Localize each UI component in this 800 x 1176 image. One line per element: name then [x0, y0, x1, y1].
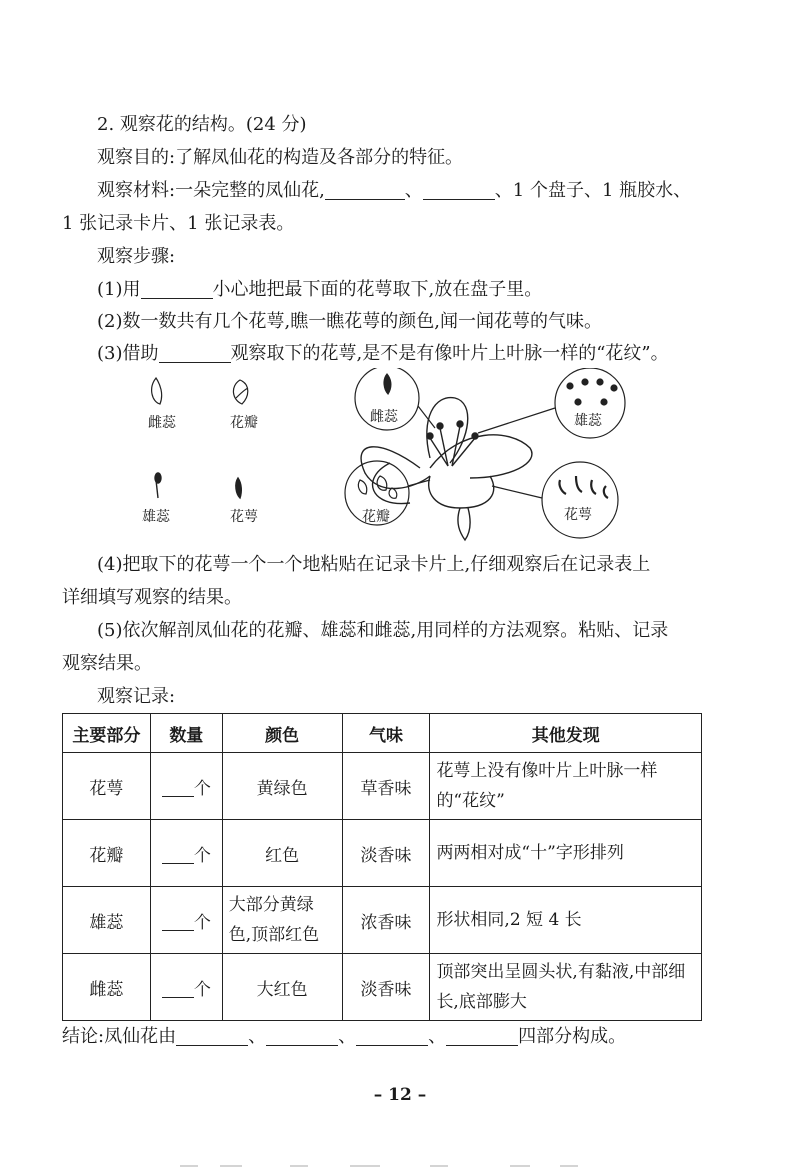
flower-diagram-svg: [130, 368, 730, 548]
header-color: 颜色: [222, 714, 342, 753]
step3-post: 观察取下的花萼,是不是有像叶片上叶脉一样的“花纹”。: [230, 343, 669, 364]
conclusion-blank-3[interactable]: [356, 1027, 428, 1046]
step1-pre: (1)用: [97, 279, 141, 300]
pistil-small-icon: [152, 378, 162, 404]
materials-rest: 、1 个盘子、1 瓶胶水、: [494, 180, 692, 201]
label-sepal-left: 花萼: [230, 509, 258, 525]
table-row: [63, 954, 702, 1021]
label-stamen-left: 雄蕊: [142, 509, 170, 525]
bleed-through-marks: [180, 1163, 620, 1169]
step3-pre: (3)借助: [97, 343, 159, 364]
cell-count: [150, 820, 222, 887]
materials-line-2: 1 张记录卡片、1 张记录表。: [62, 213, 295, 234]
cell-smell: 草香味: [342, 753, 430, 820]
sepal-small-icon: [236, 478, 241, 498]
count-unit: 个: [193, 979, 211, 1000]
header-smell: 气味: [342, 714, 430, 753]
conclusion-sep-1: 、: [248, 1026, 267, 1047]
cell-part: 花萼: [63, 753, 151, 820]
conclusion-blank-2[interactable]: [266, 1027, 338, 1046]
step1-post: 小心地把最下面的花萼取下,放在盘子里。: [212, 279, 543, 300]
cell-part: 雌蕊: [63, 954, 151, 1021]
header-count: 数量: [150, 714, 222, 753]
cell-other: 花萼上没有像叶片上叶脉一样的“花纹”: [430, 753, 702, 820]
count-blank[interactable]: [162, 914, 194, 931]
record-heading: 观察记录:: [97, 686, 176, 707]
cell-smell: 淡香味: [342, 954, 430, 1021]
step-4-line-1: (4)把取下的花萼一个一个地粘贴在记录卡片上,仔细观察后在记录表上: [97, 554, 651, 575]
cell-count: [150, 887, 222, 954]
count-unit: 个: [193, 845, 211, 866]
label-pistil-callout: 雌蕊: [370, 409, 398, 425]
question-title: 2. 观察花的结构。(24 分): [97, 114, 307, 135]
steps-heading: 观察步骤:: [97, 246, 176, 267]
cell-part: 雄蕊: [63, 887, 151, 954]
conclusion-blank-4[interactable]: [446, 1027, 518, 1046]
cell-smell: 浓香味: [342, 887, 430, 954]
step1-blank[interactable]: [141, 280, 213, 299]
label-sepal-callout: 花萼: [564, 507, 592, 523]
header-part: 主要部分: [63, 714, 151, 753]
step-3: [97, 342, 669, 366]
step-5-line-1: (5)依次解剖凤仙花的花瓣、雄蕊和雌蕊,用同样的方法观察。粘贴、记录: [97, 620, 669, 641]
cell-color: 大部分黄绿色,顶部红色: [222, 887, 342, 954]
conclusion: [62, 1025, 626, 1049]
page-number: – 12 –: [373, 1085, 427, 1105]
label-stamen-callout: 雄蕊: [574, 413, 602, 429]
observation-materials: [97, 179, 691, 203]
table-row: [63, 887, 702, 954]
cell-smell: 淡香味: [342, 820, 430, 887]
cell-other: 顶部突出呈圆头状,有黏液,中部细长,底部膨大: [430, 954, 702, 1021]
materials-blank-2[interactable]: [423, 181, 495, 200]
step-5-line-2: 观察结果。: [62, 653, 152, 674]
cell-count: [150, 753, 222, 820]
label-pistil-left: 雌蕊: [148, 415, 176, 431]
table-header-row: [63, 714, 702, 753]
petal-small-icon: [233, 380, 248, 404]
observation-purpose: 观察目的:了解凤仙花的构造及各部分的特征。: [97, 147, 464, 168]
conclusion-blank-1[interactable]: [176, 1027, 248, 1046]
conclusion-sep-3: 、: [428, 1026, 447, 1047]
count-blank[interactable]: [162, 780, 194, 797]
cell-part: 花瓣: [63, 820, 151, 887]
cell-color: 红色: [222, 820, 342, 887]
cell-other: 形状相同,2 短 4 长: [430, 887, 702, 954]
table-row: [63, 753, 702, 820]
step-1: [97, 278, 542, 302]
count-blank[interactable]: [162, 981, 194, 998]
conclusion-sep-2: 、: [338, 1026, 357, 1047]
callout-stamen: [478, 368, 625, 438]
step-2: (2)数一数共有几个花萼,瞧一瞧花萼的颜色,闻一闻花萼的气味。: [97, 311, 602, 332]
materials-prefix: 观察材料:一朵完整的凤仙花,: [97, 180, 325, 201]
cell-count: [150, 954, 222, 1021]
materials-blank-1[interactable]: [325, 181, 405, 200]
label-petal-left: 花瓣: [230, 415, 258, 431]
label-petal-callout: 花瓣: [362, 509, 390, 525]
conclusion-pre: 结论:凤仙花由: [62, 1026, 177, 1047]
cell-other: 两两相对成“十”字形排列: [430, 820, 702, 887]
cell-color: 大红色: [222, 954, 342, 1021]
count-unit: 个: [193, 778, 211, 799]
flower-structure-figure: [130, 368, 730, 548]
step3-blank[interactable]: [159, 344, 231, 363]
conclusion-post: 四部分构成。: [518, 1026, 627, 1047]
table-row: [63, 820, 702, 887]
observation-record-table: [62, 713, 702, 1021]
step-4-line-2: 详细填写观察的结果。: [62, 587, 242, 608]
count-unit: 个: [193, 912, 211, 933]
materials-sep: 、: [404, 180, 423, 201]
stamen-small-icon: [155, 473, 161, 498]
cell-color: 黄绿色: [222, 753, 342, 820]
header-other: 其他发现: [430, 714, 702, 753]
callout-sepal: [492, 462, 618, 538]
count-blank[interactable]: [162, 847, 194, 864]
